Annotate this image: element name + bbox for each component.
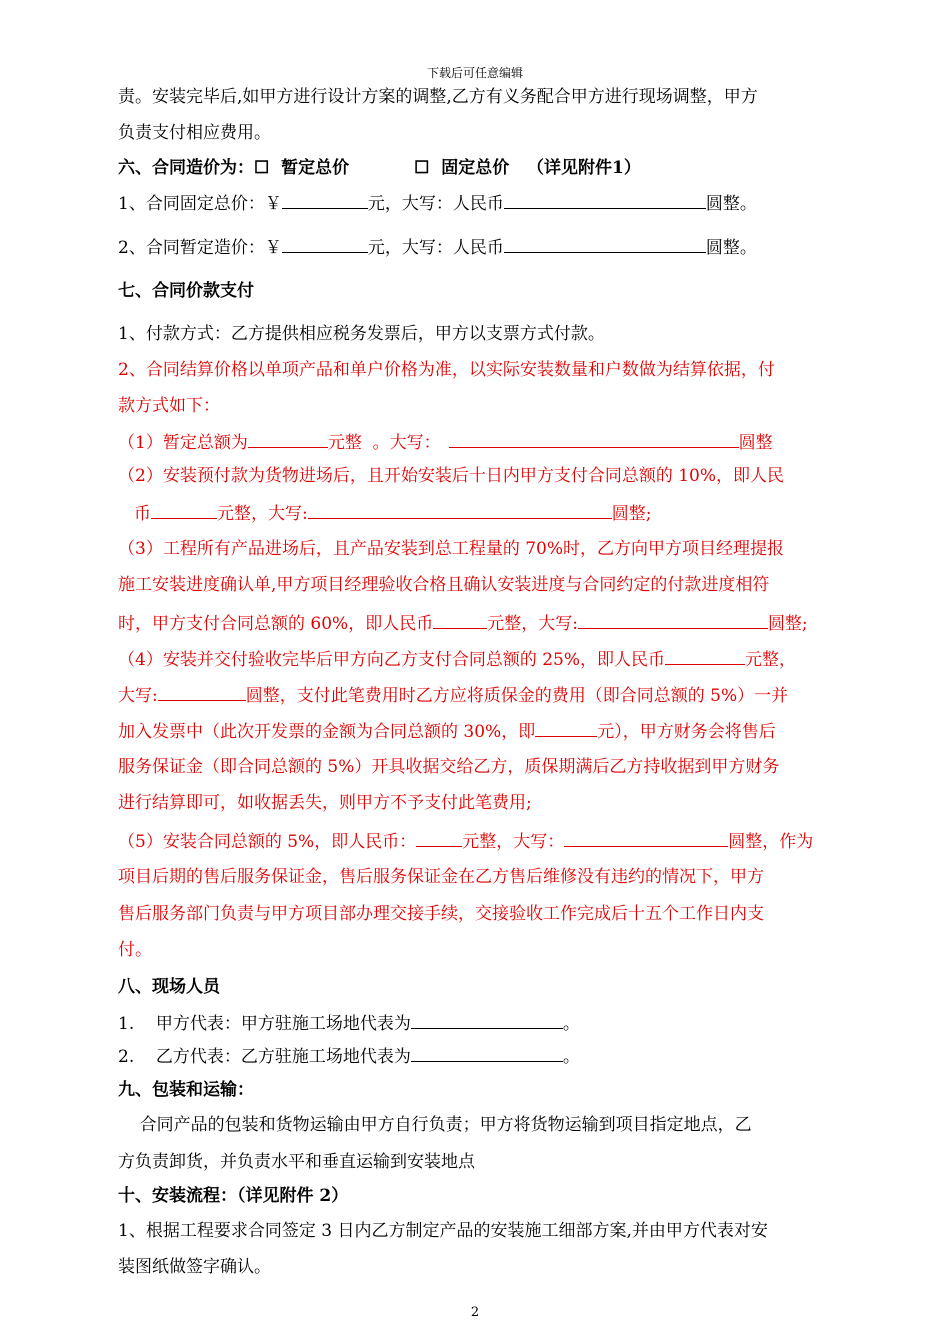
- payment-item-2-cont: 币 元整，大写: 圆整;: [134, 500, 651, 526]
- payment-item-3: 时，甲方支付合同总额的 60%，即人民币 元整，大写: 圆整;: [118, 610, 808, 636]
- blank: [449, 429, 739, 448]
- payment-item-3: （3）工程所有产品进场后，且产品安装到总工程量的 70%时，乙方向甲方项目经理提报: [118, 539, 785, 559]
- settlement-line: 款方式如下：: [118, 396, 220, 416]
- payment-method-line: 1、付款方式：乙方提供相应税务发票后，甲方以支票方式付款。: [118, 324, 605, 344]
- payment-item-5: 售后服务部门负责与甲方项目部办理交接手续，交接验收工作完成后十五个工作日内支: [118, 904, 764, 924]
- page-number: 2: [470, 1305, 480, 1320]
- party-b-rep-line: 2. 乙方代表：乙方驻施工场地代表为 。: [118, 1043, 580, 1069]
- payment-item-4: （4）安装并交付验收完毕后甲方向乙方支付合同总额的 25%，即人民币 元整，: [118, 646, 796, 672]
- provisional-price-amount-blank: [282, 234, 368, 253]
- section-7-title: 七、合同价款支付: [118, 281, 254, 301]
- payment-item-5: （5）安装合同总额的 5%，即人民币： 元整，大写： 圆整，作为: [118, 828, 813, 854]
- section-8-title: 八、现场人员: [118, 977, 220, 997]
- blank: [535, 718, 597, 737]
- packaging-line: 合同产品的包装和货物运输由甲方自行负责；甲方将货物运输到项目指定地点，乙: [118, 1115, 752, 1135]
- blank: [151, 500, 217, 519]
- payment-item-5: 项目后期的售后服务保证金，售后服务保证金在乙方售后维修没有违约的情况下，甲方: [118, 867, 764, 887]
- fixed-price-amount-blank: [282, 190, 368, 209]
- payment-item-4: 大写: 圆整，支付此笔费用时乙方应将质保金的费用（即合同总额的 5%）一并: [118, 682, 788, 708]
- payment-item-4: 进行结算即可，如收据丢失，则甲方不予支付此笔费用;: [118, 793, 532, 813]
- blank: [433, 610, 487, 629]
- payment-item-1: （1）暂定总额为 元整 。大写： 圆整: [118, 429, 773, 455]
- party-a-rep-line: 1. 甲方代表：甲方驻施工场地代表为 。: [118, 1010, 580, 1036]
- paragraph-line: 负责支付相应费用。: [118, 123, 271, 143]
- payment-item-2: （2）安装预付款为货物进场后，且开始安装后十日内甲方支付合同总额的 10%，即人民: [118, 466, 785, 486]
- blank: [416, 828, 462, 847]
- page-header: 下载后可任意编辑: [426, 66, 523, 80]
- blank: [248, 429, 328, 448]
- payment-item-4: 加入发票中（此次开发票的金额为合同总额的 30%，即 元），甲方财务会将售后: [118, 718, 776, 744]
- install-process-line: 1、根据工程要求合同签定 3 日内乙方制定产品的安装施工细部方案,并由甲方代表对安: [118, 1221, 768, 1241]
- blank: [158, 682, 246, 701]
- settlement-line: 2、合同结算价格以单项产品和单户价格为准，以实际安装数量和户数做为结算依据，付: [118, 360, 775, 380]
- provisional-price-line: 2、合同暂定造价：￥ 元，大写：人民币 圆整。: [118, 234, 757, 260]
- paragraph-line: 责。安装完毕后,如甲方进行设计方案的调整,乙方有义务配合甲方进行现场调整，甲方: [118, 87, 758, 107]
- blank: [578, 610, 768, 629]
- provisional-price-words-blank: [504, 234, 706, 253]
- fixed-price-line: 1、合同固定总价：￥ 元，大写：人民币 圆整。: [118, 190, 757, 216]
- section-10-title: 十、安装流程：（详见附件 2）: [118, 1186, 349, 1206]
- payment-item-3: 施工安装进度确认单,甲方项目经理验收合格且确认安装进度与合同约定的付款进度相符: [118, 575, 770, 595]
- blank: [564, 828, 728, 847]
- fixed-price-words-blank: [504, 190, 706, 209]
- install-process-line: 装图纸做签字确认。: [118, 1257, 271, 1277]
- packaging-line: 方负责卸货，并负责水平和垂直运输到安装地点: [118, 1152, 475, 1172]
- party-a-rep-blank: [411, 1010, 563, 1029]
- blank: [665, 646, 745, 665]
- blank: [308, 500, 612, 519]
- party-b-rep-blank: [411, 1043, 563, 1062]
- section-9-title: 九、包装和运输：: [118, 1080, 254, 1100]
- section-6-title: 六、合同造价为：☐ 暂定总价 ☐ 固定总价 （详见附件1）: [118, 158, 641, 178]
- payment-item-4: 服务保证金（即合同总额的 5%）开具收据交给乙方，质保期满后乙方持收据到甲方财务: [118, 757, 780, 777]
- payment-item-5: 付。: [118, 940, 152, 960]
